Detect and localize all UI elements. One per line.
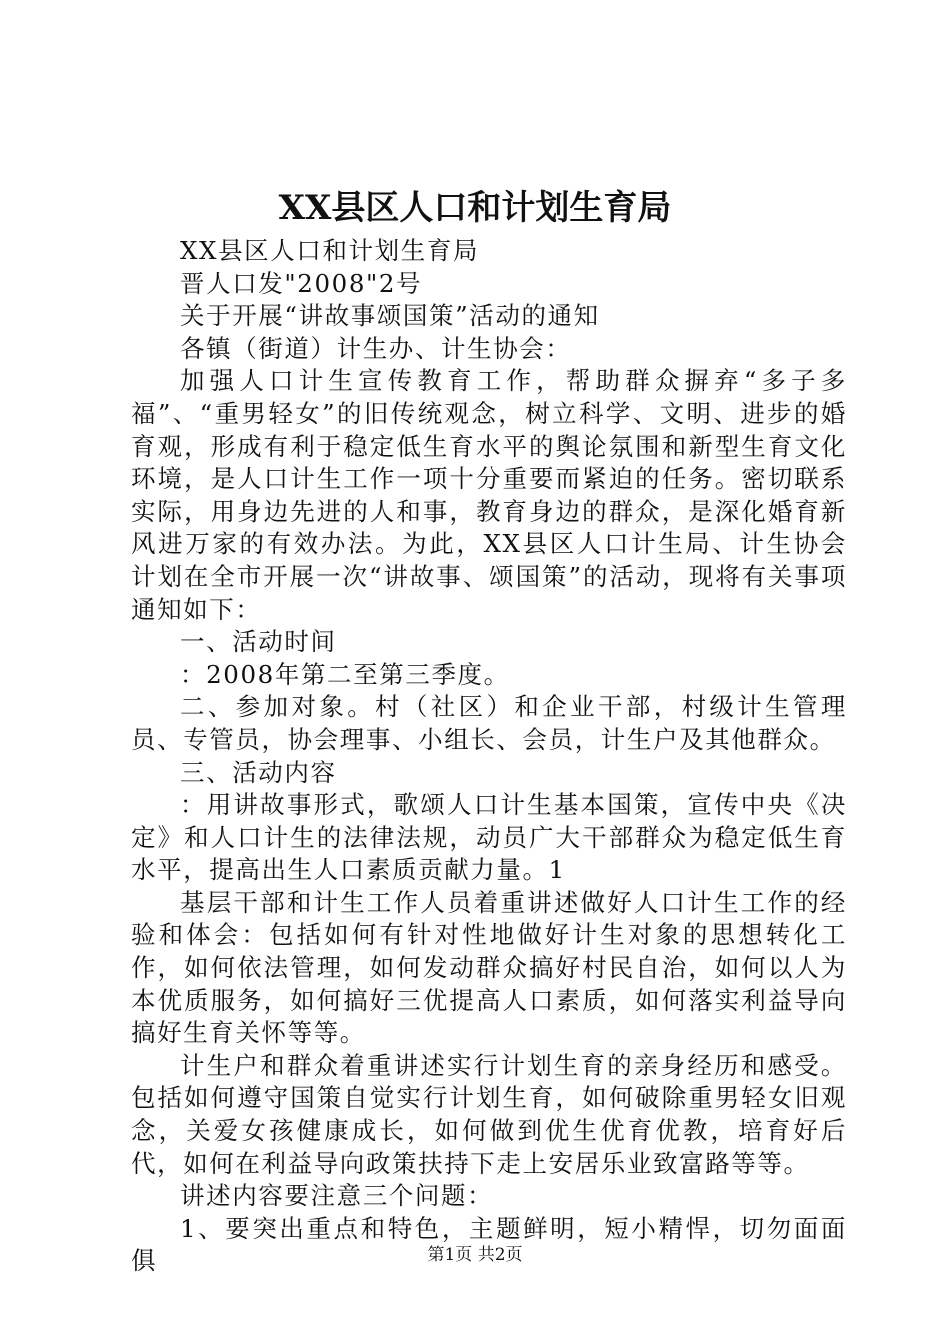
section-heading: 三、活动内容: [180, 757, 337, 787]
body-paragraph: 二、参加对象。村（社区）和企业干部，村级计生管理员、专管员，协会理事、小组长、会员，计生户及其他群众。: [131, 692, 847, 754]
document-number: 晋人口发"2008"2号: [180, 268, 423, 298]
body-paragraph: 基层干部和计生工作人员着重讲述做好人口计生工作的经验和体会：包括如何有针对性地做好计生对象的思想转化工作，如何依法管理，如何发动群众搞好村民自治，如何以人为本优质服务，如何搞好三优提高人口素质，如何落实利益导向搞好生育关怀等等。: [131, 887, 847, 1048]
body-paragraph: 计生户和群众着重讲述实行计划生育的亲身经历和感受。包括如何遵守国策自觉实行计划生育，如何破除重男轻女旧观念，关爱女孩健康成长，如何做到优生优育优教，培育好后代，如何在利益导向政策扶持下走上安居乐业致富路等等。: [131, 1050, 847, 1178]
body-paragraph: 讲述内容要注意三个问题：: [180, 1181, 494, 1211]
issuer-line: XX县区人口和计划生育局: [180, 236, 480, 265]
body-paragraph: ：2008年第二至第三季度。: [180, 659, 510, 689]
recipients-line: 各镇（街道）计生办、计生协会：: [180, 333, 572, 363]
page-footer: 第1页 共2页: [427, 1245, 523, 1265]
body-paragraph: 1、要突出重点和特色，主题鲜明，短小精悍，切勿面面俱: [131, 1213, 847, 1276]
document-body: [131, 235, 847, 1278]
body-paragraph: ：用讲故事形式，歌颂人口计生基本国策，宣传中央《决定》和人口计生的法律法规，动员广大干部群众为稳定低生育水平，提高出生人口素质贡献力量。1: [131, 790, 847, 885]
document-title: XX县区人口和计划生育局: [278, 188, 672, 228]
section-heading: 一、活动时间: [180, 627, 337, 657]
notice-subject: 关于开展“讲故事颂国策”活动的通知: [180, 301, 600, 331]
body-paragraph: 加强人口计生宣传教育工作，帮助群众摒弃“多子多福”、“重男轻女”的旧传统观念，树立科学、文明、进步的婚育观，形成有利于稳定低生育水平的舆论氛围和新型生育文化环境，是人口计生工作一项十分重要而紧迫的任务。密切联系实际，用身边先进的人和事，教育身边的群众，是深化婚育新风进万家的有效办法。为此，XX县区人口计生局、计生协会计划在全市开展一次“讲故事、颂国策”的活动，现将有关事项通知如下：: [131, 366, 847, 624]
